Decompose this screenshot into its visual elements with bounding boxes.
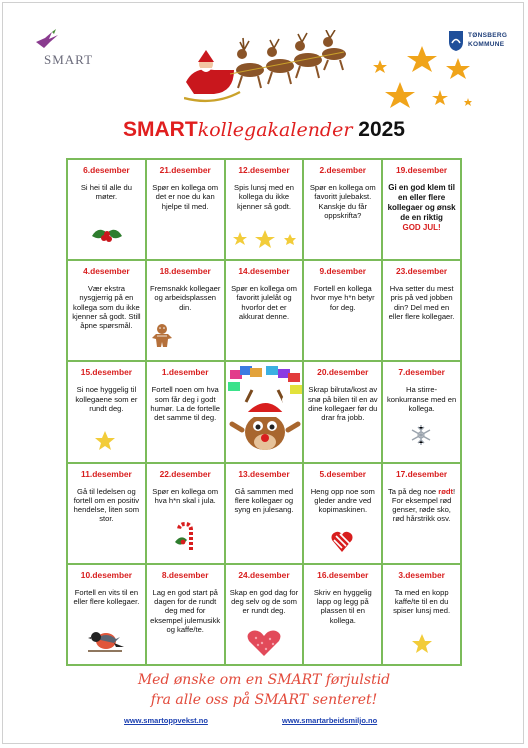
cell-text-red: rødt [438,486,454,496]
calendar-grid [66,158,462,666]
cell-date: 4.desember [83,266,130,277]
title-kollegakalender: kollegakalender [197,119,353,141]
tonsberg-line2: KOMMUNE [468,41,505,48]
cell-date: 12.desember [238,165,290,175]
calendar-cell [382,564,461,665]
calendar-cell [382,463,461,564]
title-year: 2025 [358,118,405,141]
cell-date: 5.desember [319,468,367,479]
cell-date: 9.desember [319,266,367,277]
calendar-cell [382,361,461,462]
cell-date: 8.desember [161,569,209,580]
cell-text: Lag en god start på dagen for de rundt deg med for eksempel julemusikk og kaffe/te. [150,587,221,634]
heart-icon [246,629,282,657]
cell-date: 19.desember [395,165,448,175]
cell-text: Gå til ledelsen og fortell om en positiv hendelse, liten som stor. [73,486,140,524]
cell-date: 6.desember [83,165,130,175]
calendar-cell [382,260,461,361]
cell-text: Heng opp noe som gleder andre ved kopimaskinen. [310,486,375,515]
calendar-cell [146,463,225,564]
tonsberg-line1: TØNSBERG [468,32,508,39]
title-smart: SMART [123,118,198,141]
calendar-cell [67,463,146,564]
hummingbird-icon [32,28,62,52]
cell-date: 14.desember [238,266,290,277]
snowflake-icon [410,424,432,446]
footer-line1: Med ønske om en SMART førjulstid [137,672,391,688]
link-smartarbeidsmiljo[interactable]: www.smartarbeidsmiljo.no [282,716,378,725]
cell-date: 15.desember [80,367,132,378]
footer-line2: fra alle oss på SMART senteret! [150,692,378,708]
woven-heart-icon [330,530,354,554]
cell-text: Ha stirre-konkurranse med en kollega. [386,385,457,413]
candy-cane-icon [171,522,203,552]
cell-text: Hva setter du mest pris på ved jobben din? Del med en eller flere kollegaer. [388,284,455,322]
cell-date: 17.desember [395,468,448,479]
star-icon [94,430,116,452]
calendar-cell [146,361,225,462]
cell-text: Vær ekstra nysgjerrig på en kollega som du ikke kjenner så godt. Still åpne spørsmål. [72,284,141,331]
cell-date: 23.desember [395,266,448,277]
cell-text-pre: Ta på deg noe [388,486,439,496]
cell-text: Spør en kollega om hva h*n skal i jula. [152,486,219,505]
gingerbread-icon [151,323,173,349]
bullfinch-icon [86,627,126,655]
cell-date: 1.desember [161,367,209,378]
calendar-cell [225,159,304,260]
calendar-cell [225,564,304,665]
star-icon [411,633,433,655]
calendar-cell [225,260,304,361]
holly-icon [90,222,124,248]
cell-text-red: GOD JUL! [402,223,441,232]
cell-date: 7.desember [398,367,445,378]
cell-text: Spør en kollega om favoritt julebakst. Kanskje du får oppskrifta? [309,183,376,220]
cell-date: 16.desember [317,569,369,580]
cell-text: Spis lunsj med en kollega du ikke kjenner så godt. [234,183,294,211]
reindeer-icon [226,362,304,462]
stars-cluster-icon [368,38,476,116]
calendar-cell-image [225,361,304,462]
sleigh-reindeer-icon [184,30,352,114]
calendar-cell [303,463,382,564]
cell-date: 13.desember [238,468,290,479]
cell-text: Si hei til alle du møter. [80,183,132,202]
cell-text: Ta med en kopp kaffe/te til en du spiser lunsj med. [393,587,451,616]
calendar-cell [303,564,382,665]
smart-logo-text: SMART [44,52,94,67]
cell-text: Gå sammen med flere kollegaer og syng en julesang. [234,486,294,515]
cell-date: 21.desember [159,165,211,175]
calendar-cell [67,159,146,260]
calendar-cell [67,260,146,361]
cell-text-main: Gi en god klem til en eller flere kollegaer og ønsk de en riktig [387,183,456,222]
calendar-cell [303,361,382,462]
cell-text: Spør en kollega om favoritt julelåt og hvorfor det er akkurat denne. [231,284,297,322]
page-title [0,118,528,142]
cell-text [386,487,457,524]
cell-text-main: ! For eksempel rød genser, røde sko, rød hårstrikk osv. [391,486,456,524]
calendar-cell [146,159,225,260]
cell-text: Fremsnakk kollegaer og arbeidsplassen din. [149,284,221,312]
cell-date: 3.desember [398,569,445,580]
cell-text: Skriv en hyggelig lapp og legg på plassen til en kollega. [313,587,372,625]
cell-text: Fortell en kollega hvor mye h*n betyr for deg. [310,284,375,312]
cell-text: Fortell noen om hva som får deg i godt humør. La de fortelle det samme til deg. [150,385,221,423]
cell-text: Spør en kollega om det er noe du kan hjelpe til med. [152,183,219,211]
cell-date: 18.desember [159,266,211,277]
cell-date: 22.desember [159,468,211,479]
calendar-cell [303,260,382,361]
cell-date: 10.desember [80,569,132,580]
calendar-cell [382,159,461,260]
cell-text: Fortell en vits til en eller flere kollegaer. [73,587,140,607]
cell-text [386,183,457,233]
cell-text: Skrap bilruta/kost av snø på bilen til en av dine kollegaer før du drar fra jobb. [307,385,378,423]
cell-text: Skap en god dag for deg selv og de som er rundt deg. [229,587,299,616]
calendar-cell [67,361,146,462]
cell-date: 24.desember [238,569,290,580]
stars-icon [232,226,298,250]
cell-date: 11.desember [81,468,132,479]
calendar-cell [67,564,146,665]
calendar-cell [146,260,225,361]
smart-logo [26,28,106,70]
calendar-cell [303,159,382,260]
link-smartoppvekst[interactable]: www.smartoppvekst.no [124,716,208,725]
cell-text: Si noe hyggelig til kollegaene som er rundt deg. [75,385,138,413]
cell-date: 2.desember [319,165,367,175]
calendar-cell [225,463,304,564]
calendar-cell [146,564,225,665]
cell-date: 20.desember [317,367,369,378]
